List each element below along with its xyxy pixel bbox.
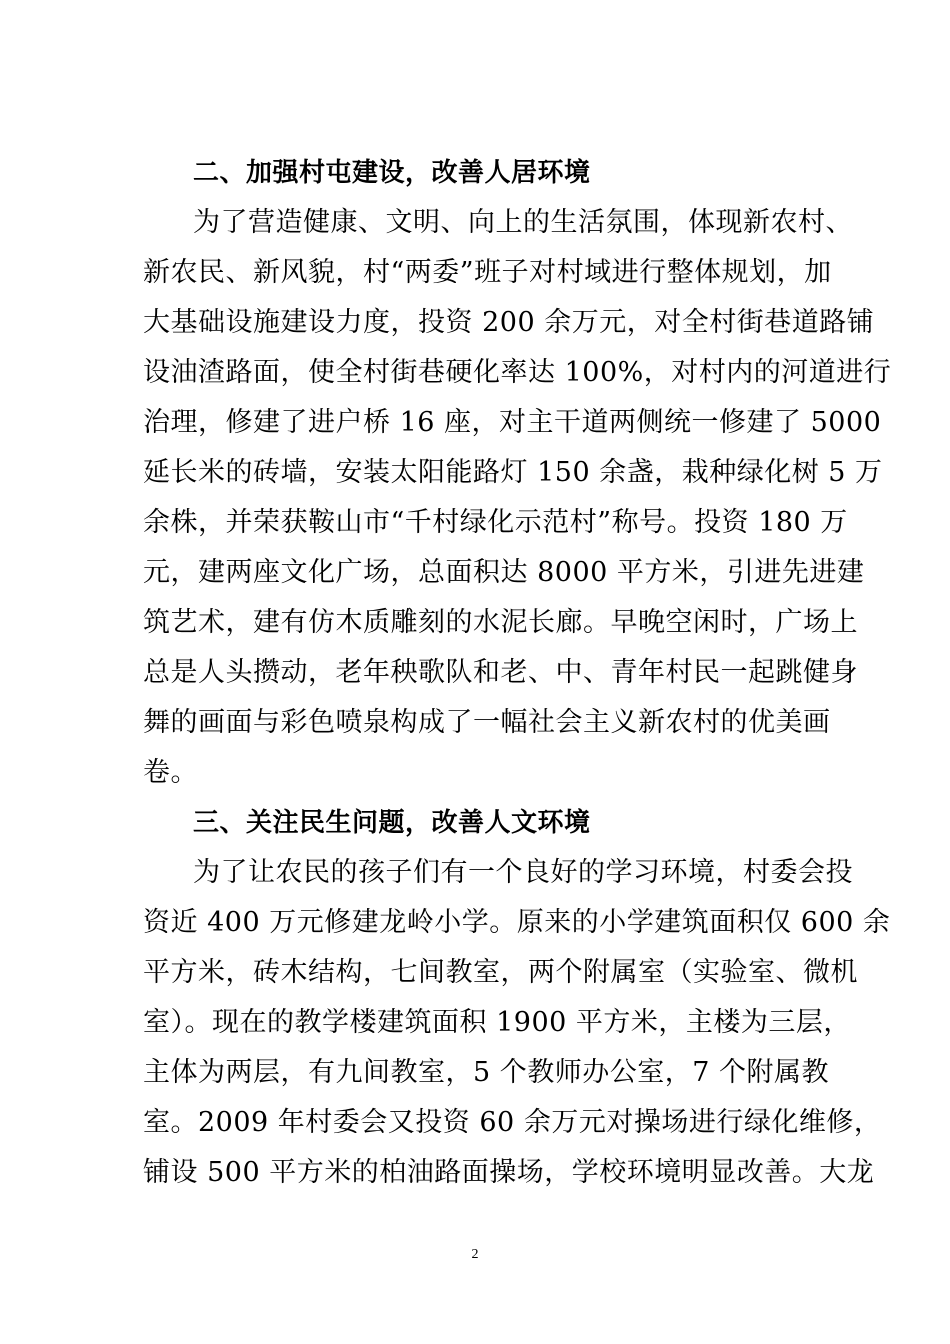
paragraph-line: 室）。现在的教学楼建筑面积 1900 平方米，主楼为三层， (143, 1007, 851, 1038)
paragraph-first-line: 为了营造健康、文明、向上的生活氛围，体现新农村、 (193, 207, 853, 238)
paragraph-line: 筑艺术，建有仿木质雕刻的水泥长廊。早晚空闲时，广场上 (143, 607, 858, 638)
page-number: 2 (471, 1247, 479, 1262)
paragraph-line: 新农民、新风貌，村“两委”班子对村域进行整体规划，加 (143, 257, 832, 288)
paragraph-line: 余株，并荣获鞍山市“千村绿化示范村”称号。投资 180 万 (143, 507, 848, 538)
section-heading: 三、关注民生问题，改善人文环境 (193, 808, 591, 838)
paragraph-line: 设油渣路面，使全村街巷硬化率达 100%，对村内的河道进行 (143, 357, 892, 388)
paragraph-line: 大基础设施建设力度，投资 200 余万元，对全村街巷道路铺 (143, 307, 875, 338)
paragraph-first-line: 为了让农民的孩子们有一个良好的学习环境，村委会投 (193, 857, 853, 888)
paragraph-line: 总是人头攒动，老年秧歌队和老、中、青年村民一起跳健身 (143, 657, 858, 688)
paragraph-line: 平方米，砖木结构，七间教室，两个附属室（实验室、微机 (143, 957, 858, 988)
paragraph-line: 卷。 (143, 757, 198, 788)
paragraph-line: 主体为两层，有九间教室，5 个教师办公室，7 个附属教 (143, 1057, 830, 1088)
paragraph-line: 治理，修建了进户桥 16 座，对主干道两侧统一修建了 5000 (143, 407, 882, 438)
paragraph-line: 铺设 500 平方米的柏油路面操场，学校环境明显改善。大龙 (143, 1157, 875, 1188)
paragraph-line: 资近 400 万元修建龙岭小学。原来的小学建筑面积仅 600 余 (143, 907, 891, 938)
paragraph-line: 延长米的砖墙，安装太阳能路灯 150 余盏，栽种绿化树 5 万 (143, 457, 883, 488)
paragraph-line: 元，建两座文化广场，总面积达 8000 平方米，引进先进建 (143, 557, 865, 588)
paragraph-line: 室。2009 年村委会又投资 60 余万元对操场进行绿化维修， (143, 1107, 882, 1138)
body-text (143, 148, 892, 1198)
section-heading: 二、加强村屯建设，改善人居环境 (193, 158, 591, 188)
paragraph-line: 舞的画面与彩色喷泉构成了一幅社会主义新农村的优美画 (143, 707, 831, 738)
